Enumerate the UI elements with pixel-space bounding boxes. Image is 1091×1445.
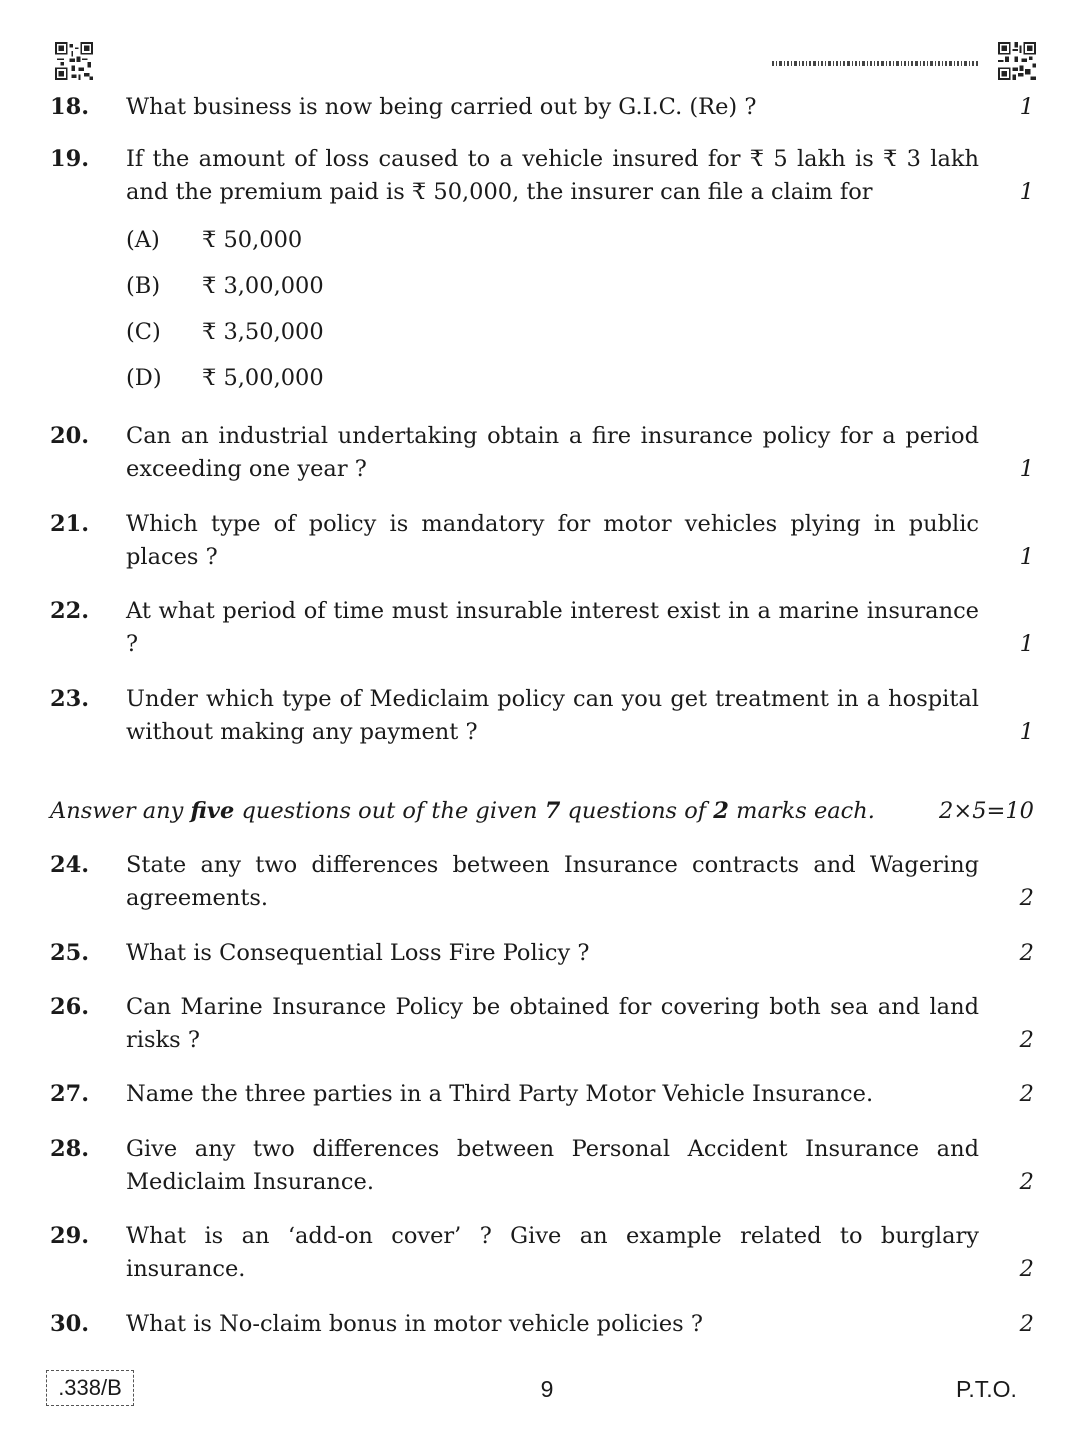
question-marks: 2 xyxy=(1019,1311,1034,1337)
question-number: 20. xyxy=(50,423,90,449)
page-number: 9 xyxy=(540,1376,554,1402)
question-21 xyxy=(50,508,1036,574)
question-marks: 2 xyxy=(1019,1169,1034,1195)
option-label: (A) xyxy=(126,227,160,253)
question-number: 21. xyxy=(50,511,90,537)
question-marks: 1 xyxy=(1019,179,1034,205)
paper-code-box: .338/B xyxy=(46,1370,134,1406)
barcode-strip-icon xyxy=(772,51,978,56)
question-30 xyxy=(50,1308,1036,1341)
question-marks: 1 xyxy=(1019,544,1034,570)
question-text: Name the three parties in a Third Party Motor Vehicle Insurance. xyxy=(126,1081,874,1107)
question-number: 27. xyxy=(50,1081,90,1107)
question-marks: 1 xyxy=(1019,719,1034,745)
option-label: (B) xyxy=(126,273,161,299)
question-20 xyxy=(50,420,1036,486)
question-text: Give any two differences between Personal Accident Insurance and Mediclaim Insurance. xyxy=(126,1136,979,1195)
question-22 xyxy=(50,595,1036,661)
question-18 xyxy=(50,91,1036,124)
option-value: ₹ 3,50,000 xyxy=(202,319,324,345)
qr-code-left-icon xyxy=(55,42,93,80)
instruction-emphasis-two: 2 xyxy=(713,798,729,824)
question-number: 26. xyxy=(50,994,90,1020)
question-text: Which type of policy is mandatory for motor vehicles plying in public places ? xyxy=(126,511,979,570)
option-value: ₹ 3,00,000 xyxy=(202,273,324,299)
question-marks: 2 xyxy=(1019,1256,1034,1282)
section-instruction xyxy=(50,795,1036,828)
qr-code-right-icon xyxy=(998,42,1036,80)
question-28 xyxy=(50,1133,1036,1199)
question-number: 28. xyxy=(50,1136,90,1162)
question-marks: 2 xyxy=(1019,1027,1034,1053)
question-number: 25. xyxy=(50,940,90,966)
question-27 xyxy=(50,1078,1036,1111)
instruction-text: Answer any five questions out of the given 7 questions of 2 marks each. xyxy=(50,798,875,824)
option-label: (D) xyxy=(126,365,162,391)
question-marks: 1 xyxy=(1019,94,1034,120)
option-label: (C) xyxy=(126,319,161,345)
section-total-marks: 2×5=10 xyxy=(939,798,1034,824)
question-marks: 1 xyxy=(1019,631,1034,657)
instruction-emphasis-five: five xyxy=(190,798,235,824)
question-text: Can Marine Insurance Policy be obtained for covering both sea and land risks ? xyxy=(126,994,979,1053)
question-number: 19. xyxy=(50,146,90,172)
question-text: What business is now being carried out by G.I.C. (Re) ? xyxy=(126,94,757,120)
question-number: 24. xyxy=(50,852,90,878)
question-number: 30. xyxy=(50,1311,90,1337)
question-number: 22. xyxy=(50,598,90,624)
instruction-emphasis-seven: 7 xyxy=(544,798,561,824)
question-19 xyxy=(50,143,1036,209)
question-text: At what period of time must insurable interest exist in a marine insurance ? xyxy=(126,598,979,657)
question-text: What is an ‘add-on cover’ ? Give an example related to burglary insurance. xyxy=(126,1223,979,1282)
question-number: 29. xyxy=(50,1223,90,1249)
question-marks: 2 xyxy=(1019,1081,1034,1107)
question-marks: 2 xyxy=(1019,885,1034,911)
question-29 xyxy=(50,1220,1036,1286)
option-value: ₹ 50,000 xyxy=(202,227,303,253)
question-25 xyxy=(50,937,1036,970)
question-number: 23. xyxy=(50,686,90,712)
question-text: Under which type of Mediclaim policy can you get treatment in a hospital without making any payment ? xyxy=(126,686,979,745)
question-number: 18. xyxy=(50,94,90,120)
pto-label: P.T.O. xyxy=(956,1376,1017,1402)
question-24 xyxy=(50,849,1036,915)
question-text: If the amount of loss caused to a vehicle insured for ₹ 5 lakh is ₹ 3 lakh and the premium paid is ₹ 50,000, the insurer can file a claim for xyxy=(126,146,979,205)
question-text: State any two differences between Insurance contracts and Wagering agreements. xyxy=(126,852,979,911)
question-text: Can an industrial undertaking obtain a fire insurance policy for a period exceeding one year ? xyxy=(126,423,979,482)
question-text: What is No-claim bonus in motor vehicle policies ? xyxy=(126,1311,703,1337)
question-text: What is Consequential Loss Fire Policy ? xyxy=(126,940,590,966)
question-26 xyxy=(50,991,1036,1057)
question-marks: 1 xyxy=(1019,456,1034,482)
question-23 xyxy=(50,683,1036,749)
question-marks: 2 xyxy=(1019,940,1034,966)
option-value: ₹ 5,00,000 xyxy=(202,365,324,391)
